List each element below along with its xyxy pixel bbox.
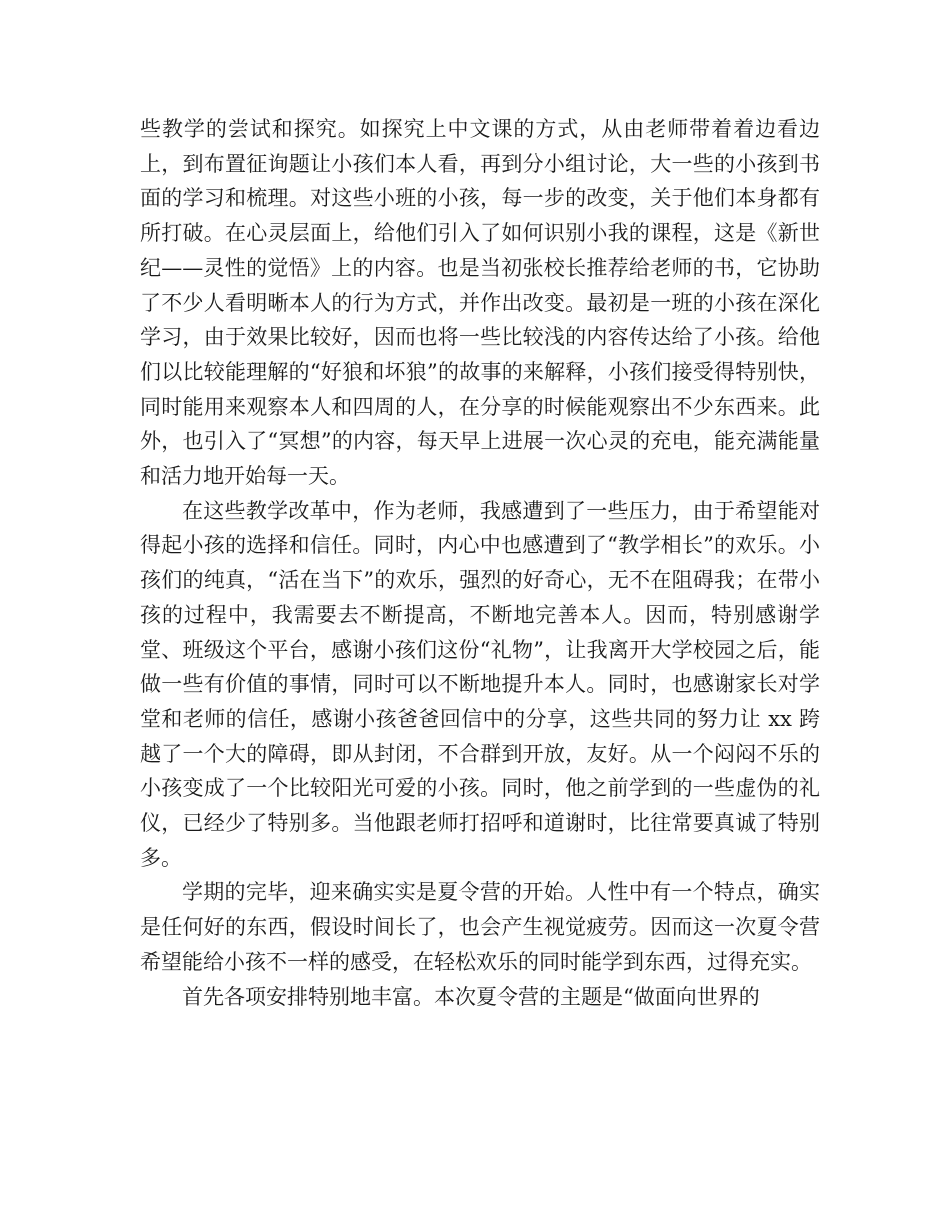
paragraph-3: 学期的完毕，迎来确实实是夏令营的开始。人性中有一个特点，确实是任何好的东西，假设时间长了，也会产生视觉疲劳。因而这一次夏令营希望能给小孩不一样的感受，在轻松欢乐的同时能学到东西，过得充实。 xyxy=(140,880,820,974)
paragraph-1: 些教学的尝试和探究。如探究上中文课的方式，从由老师带着着边看边上，到布置征询题让小孩们本人看，再到分小组讨论，大一些的小孩到书面的学习和梳理。对这些小班的小孩，每一步的改变，关于他们本身都有所打破。在心灵层面上，给他们引入了如何识别小我的课程，这是《新世纪——灵性的觉悟》上的内容。也是当初张校长推荐给老师的书，它协助了不少人看明晰本人的行为方式，并作出改变。最初是一班的小孩在深化学习，由于效果比较好，因而也将一些比较浅的内容传达给了小孩。给他们以比较能理解的“好狼和坏狼”的故事的来解释，小孩们接受得特别快，同时能用来观察本人和四周的人，在分享的时候能观察出不少东西来。此外，也引入了“冥想”的内容，每天早上进展一次心灵的充电，能充满能量和活力地开始每一天。 xyxy=(140,117,820,489)
paragraph-2: 在这些教学改革中，作为老师，我感遭到了一些压力，由于希望能对得起小孩的选择和信任。同时，内心中也感遭到了“教学相长”的欢乐。小孩们的纯真，“活在当下”的欢乐，强烈的好奇心，无不在阻碍我；在带小孩的过程中，我需要去不断提高，不断地完善本人。因而，特别感谢学堂、班级这个平台，感谢小孩们这份“礼物”，让我离开大学校园之后，能做一些有价值的事情，同时可以不断地提升本人。同时，也感谢家长对学堂和老师的信任，感谢小孩爸爸回信中的分享，这些共同的努力让 xx 跨越了一个大的障碍，即从封闭，不合群到开放，友好。从一个闷闷不乐的小孩变成了一个比较阳光可爱的小孩。同时，他之前学到的一些虚伪的礼仪，已经少了特别多。当他跟老师打招呼和道谢时，比往常要真诚了特别多。 xyxy=(140,498,820,870)
paragraph-4: 首先各项安排特别地丰富。本次夏令营的主题是“做面向世界的 xyxy=(182,984,760,1009)
document-page xyxy=(140,112,820,1014)
